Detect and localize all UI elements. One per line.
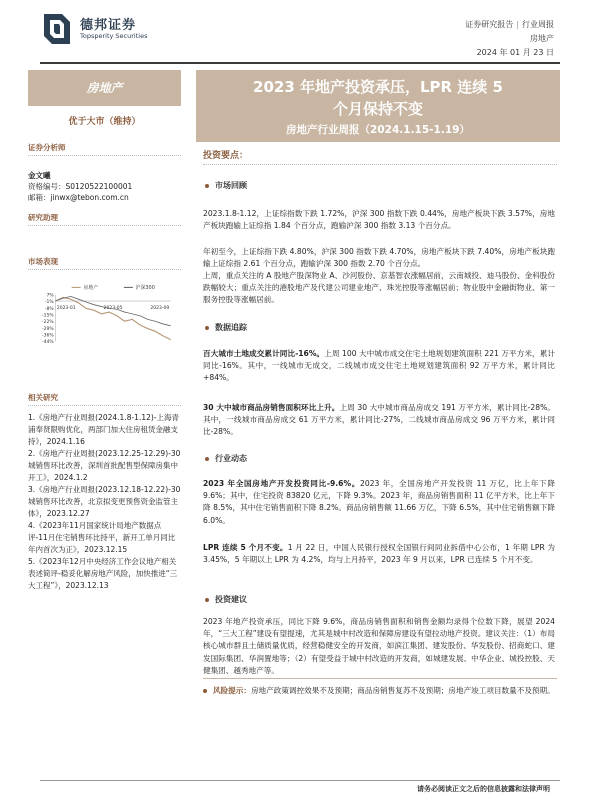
y-tick-label: -15% [42,313,54,319]
bullet-icon [205,457,209,461]
paragraph-lead: 2023 年全国房地产开发投资同比-9.6%。 [203,479,361,488]
footer-disclaimer: 请务必阅读正文之后的信息披露和法律声明 [417,785,550,793]
paragraph: 年初至今，上证综指下跌 4.80%，沪深 300 指数下跌 4.70%，房地产板块下跌 7.40%，房地产板块跑输上证综指 2.61 个百分点，跑输沪深 300 指数 2.70 个百分点。 [203,247,555,269]
cert-number: S0120522100001 [65,182,133,191]
related-research-heading: 相关研究 [28,392,181,406]
rating: 优于大市（维持） [68,117,141,127]
related-item[interactable]: 4.《2023年11月国家统计局地产数据点评-11月住宅销售环比持平，新开工单月同比年内首次为正》，2023.12.15 [28,521,176,554]
report-type: 证券研究报告 [465,20,514,29]
x-tick-label: 2023-05 [103,306,123,312]
risk-text: 房地产政策调控效果不及预期；商品房销售复苏不及预期；房地产竣工项目数量不及预期。 [250,686,555,695]
related-item[interactable]: 5.《2023年12月中央经济工作会议地产相关表述简评-稳妥化解房地产风险，加快推进“三大工程”》，2023.12.13 [28,557,178,590]
paragraph [203,402,555,439]
section-investment-advice [205,594,247,606]
header-sector: 房地产 [530,34,554,43]
logo-chinese-name: 德邦证券 [80,18,137,33]
header-divider [40,62,560,64]
key-points-heading: 投资要点： [203,150,557,165]
logo-mark-icon [40,10,74,48]
cert-label: 资格编号： [28,182,66,191]
section-industry-news [205,453,247,465]
related-item[interactable]: 1.《房地产行业周报(2024.1.8-1.12)-上海青浦奉贤限购优化，两部门加大住房租赁金融支持》，2024.1.16 [28,413,180,446]
report-category: 行业周报 [522,20,554,29]
assistant-heading: 研究助理 [28,212,181,226]
paragraph-lead: 30 大中城市商品房销售面积环比上升。 [203,403,340,412]
series-line-real-estate [55,297,170,339]
paragraph [203,478,555,527]
analyst-heading: 证券分析师 [28,142,181,156]
section-title: 投资建议 [215,595,247,604]
email-label: 邮箱： [28,193,51,202]
title-banner [196,70,560,142]
x-tick-label: 2023-09 [150,306,170,312]
market-performance-heading: 市场表现 [28,256,181,270]
legend-label: 房地产 [83,285,99,292]
paragraph-body: 上周 30 大中城市商品房成交 191 万平方米，累计同比-28%。其中，一线城市商品房成交 61 万平方米，累计同比-27%，二线城市商品房成交 96 万平方米，累计同比-28%。 [203,403,555,437]
risk-warning [203,678,557,697]
y-tick-label: -8% [44,306,54,312]
related-research-list [28,412,181,592]
sector-label: 房地产 [28,70,181,106]
paragraph-body: 1 月 22 日，中国人民银行授权全国银行间同业拆借中心公布，1 年期 LPR 为 3.45%，5 年期以上 LPR 为 4.2%，均与上月持平，2023 年 9 月以来，LPR 已连续 5 个月不变。 [203,543,555,565]
paragraph [203,542,555,566]
analyst-info [28,170,132,203]
paragraph: 上周，重点关注的 A 股地产股深物业 A、沙河股份、京基智农涨幅居前，云南城投、迪马股份、金科股份跌幅较大；重点关注的港股地产及代建公司建业地产、珠光控股等涨幅居前；物业股中金融街物业、第一服务控股等涨幅居前。 [203,271,555,305]
section-title: 市场回顾 [215,181,247,190]
paragraph-lead: 百大城市土地成交累计同比-16%。 [203,349,325,358]
market-performance-chart [28,282,181,354]
section-data-tracking [205,322,247,334]
risk-label: 风险提示： [213,686,251,695]
y-tick-label: 7% [46,293,54,299]
report-title-line1: 2023 年地产投资承压，LPR 连续 5 [253,78,503,96]
logo-english-name: Topsperity Securities [80,32,148,40]
paragraph-body: 上周 100 大中城市成交住宅土地规划建筑面积 221 万平方米，累计同比-16%。其中，一线城市无成交，二线城市成交住宅土地规划建筑面积 92 万平方米，累计同比+84%。 [203,349,556,383]
y-tick-label: -1% [44,300,54,306]
bullet-icon [205,184,209,188]
report-type-line: 证券研究报告 | 行业周报 [465,20,554,29]
y-tick-label: -44% [42,340,54,346]
paragraph: 2023.1.8-1.12，上证综指数下跌 1.72%，沪深 300 指数下跌 0.44%，房地产板块下跌 3.57%，房地产板块跑输上证综指 1.84 个百分点，跑输沪深 300 指数 3.13 个百分点。 [203,209,555,231]
sidebar [0,70,188,780]
related-item[interactable]: 2.《房地产行业周报(2023.12.25-12.29)-30城销售环比改善，深圳首批配售型保障房集中开工》，2024.1.2 [28,449,181,482]
paragraph: 2023 年地产投资承压，同比下降 9.6%，商品房销售面积和销售金额均录得个位数下降，展望 2024 年，“三大工程”建设有望提速，尤其是城中村改造和保障房建设有望拉动地产投资。建议关注：（1）布局核心城市群且土储质量优质，经营稳健安全的开发商，如滨江集团、建发股份、华发股份、招商蛇口、建发国际集团、华润置地等；（2）有望受益于城中村改造的开发商，如城建发展、中华企业、城投控股、天健集团、越秀地产等。 [203,617,555,675]
section-title: 行业动态 [215,454,247,463]
paragraph-lead: LPR 连续 5 个月不变。 [203,543,288,552]
legend-label: 沪深300 [135,285,155,292]
report-meta [465,18,554,60]
main-content [203,150,573,770]
paragraph [203,348,555,385]
y-tick-label: -22% [42,320,54,326]
y-tick-label: -36% [42,333,54,339]
section-title: 数据追踪 [215,323,247,332]
bullet-icon [203,689,207,693]
report-title-line2: 个月保持不变 [332,100,423,118]
paragraph-body: 2023 年，全国房地产开发投资 11 万亿，比上年下降 9.6%；其中，住宅投资 83820 亿元，下降 9.3%。2023 年，商品房销售面积 11 亿平方米，比上年下降 8.5%，其中住宅销售面积下降 8.2%。商品房销售额 11.66 万亿，下降 6.5%，其中住宅销售额下降 6.0%。 [203,479,555,525]
analyst-email[interactable]: jinwx@tebon.com.cn [50,193,129,202]
report-subtitle: 房地产行业周报（2024.1.15-1.19） [286,124,470,136]
report-date: 2024 年 01 月 23 日 [476,48,554,57]
company-logo [40,10,160,50]
footer-divider [40,780,560,781]
analyst-name: 金文曦 [28,171,51,180]
bullet-icon [205,598,209,602]
bullet-icon [205,326,209,330]
footer [0,780,600,800]
y-tick-label: -29% [42,326,54,332]
x-tick-label: 2023-01 [56,306,76,312]
related-item[interactable]: 3.《房地产行业周报(2023.12.18-12.22)-30城销售环比改善，北京拟变更预售资金监管主体》，2023.12.27 [28,485,181,518]
section-market-review [205,180,247,192]
